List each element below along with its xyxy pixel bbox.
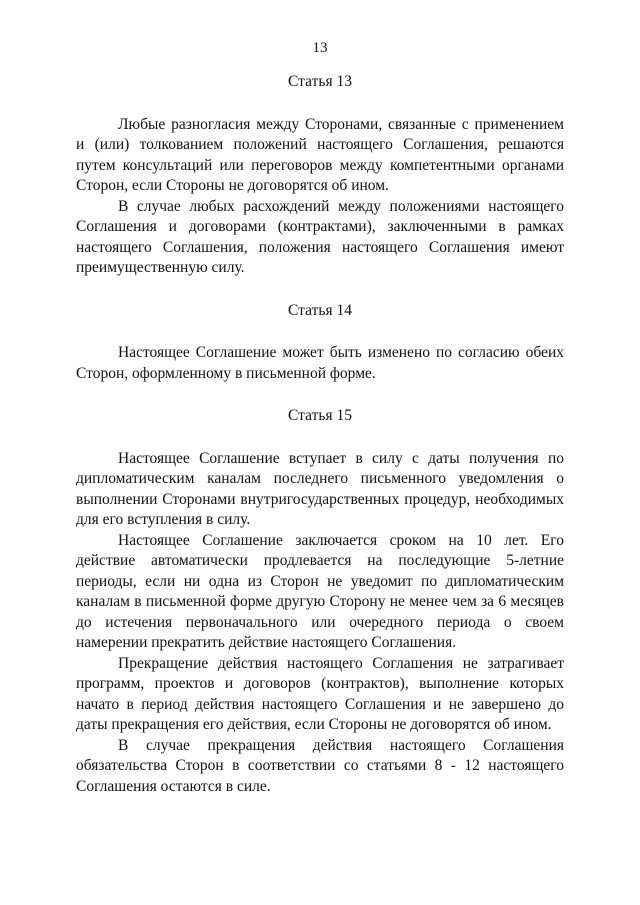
article-title: Статья 13 (288, 73, 352, 90)
paragraph: Настоящее Соглашение вступает в силу с даты получения по дипломатическим каналам последнего письменного уведомления о выполнении Сторонами внутригосударственных процедур, необходимых для его вступления в силу. (76, 449, 564, 528)
paragraph: Настоящее Соглашение может быть изменено по согласию обеих Сторон, оформленному в письменной форме. (76, 344, 564, 382)
paragraph: Прекращение действия настоящего Соглашения не затрагивает программ, проектов и договоров (контрактов), выполнение которых начато в период действия настоящего Соглашения и не завершено до даты прекращения его действия, если Стороны не договорятся об ином. (76, 654, 564, 733)
article-title: Статья 15 (288, 407, 352, 424)
article-title: Статья 14 (288, 301, 352, 319)
article-14 (76, 301, 564, 385)
paragraph: Любые разногласия между Сторонами, связанные с применением и (или) толкованием положений настоящего Соглашения, решаются путем консультаций или переговоров между компетентными органами Сторон, если Стороны не договорятся об ином. (76, 115, 564, 194)
page-number: 13 (312, 40, 328, 56)
document-body (76, 72, 564, 797)
paragraph: В случае прекращения действия настоящего Соглашения обязательства Сторон в соответствии со статьями 8 - 12 настоящего Соглашения остаются в силе. (76, 736, 564, 795)
paragraph: В случае любых расхождений между положениями настоящего Соглашения и договорами (контрактами), заключенными в рамках настоящего Соглашения, положения настоящего Соглашения имеют преимущественную силу. (76, 197, 564, 276)
article-15 (76, 406, 564, 797)
article-13 (76, 72, 564, 279)
paragraph: Настоящее Соглашение заключается сроком на 10 лет. Его действие автоматически продлевается на последующие 5-летние периоды, если ни одна из Сторон не уведомит по дипломатическим каналам в письменной форме другую Сторону не менее чем за 6 месяцев до истечения первоначального или очередного периода о своем намерении прекратить действие настоящего Соглашения. (76, 531, 564, 651)
